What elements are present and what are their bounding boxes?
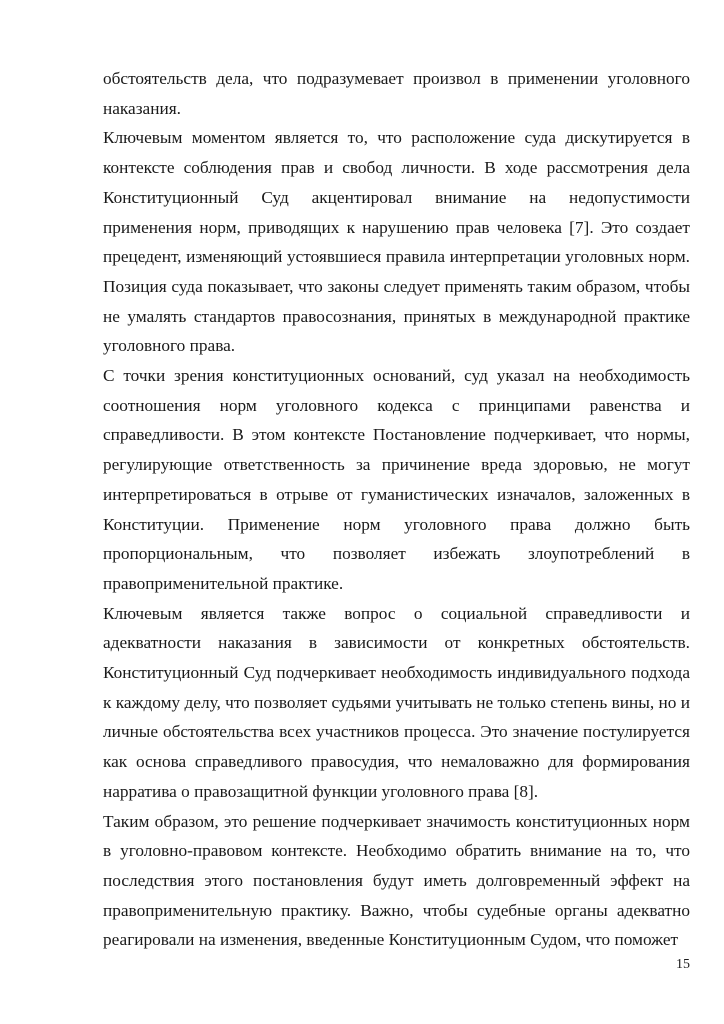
paragraph-continuation: обстоятельств дела, что подразумевает произвол в применении уголовного наказания. xyxy=(103,69,690,118)
paragraph-social-justice: Ключевым является также вопрос о социальной справедливости и адекватности наказания в зависимости от конкретных обстоятельств. Конституционный Суд подчеркивает необходимость индивидуального подхода к каждому делу, что позволяет судьями учитывать не только степень вины, но и личные обстоятельства всех участников процесса. Это значение постулируется как основа справедливого правосудия, что немаловажно для формирования нарратива о правозащитной функции уголовного права [8]. xyxy=(103,603,690,801)
paragraph-court-position: Ключевым моментом является то, что расположение суда дискутируется в контексте соблюдения прав и свобод личности. В ходе рассмотрения дела Конституционный Суд акцентировал внимание на недопустимости применения норм, приводящих к нарушению прав человека [7]. Это создает прецедент, изменяющий устоявшиеся правила интерпретации уголовных норм. Позиция суда показывает, что законы следует применять таким образом, чтобы не умалять стандартов правосознания, принятых в международной практике уголовного права. xyxy=(103,128,690,356)
paragraph-constitutional-grounds: С точки зрения конституционных оснований, суд указал на необходимость соотношения норм уголовного кодекса с принципами равенства и справедливости. В этом контексте Постановление подчеркивает, что нормы, регулирующие ответственность за причинение вреда здоровью, не могут интерпретироваться в отрыве от гуманистических изначалов, заложенных в Конституции. Применение норм уголовного права должно быть пропорциональным, что позволяет избежать злоупотреблений в правоприменительной практике. xyxy=(103,366,690,593)
body-text xyxy=(103,64,690,955)
page-number: 15 xyxy=(676,957,690,972)
paragraph-conclusion: Таким образом, это решение подчеркивает значимость конституционных норм в уголовно-правовом контексте. Необходимо обратить внимание на то, что последствия этого постановления будут иметь долговременный эффект на правоприменительную практику. Важно, чтобы судебные органы адекватно реагировали на изменения, введенные Конституционным Судом, что поможет xyxy=(103,811,690,950)
